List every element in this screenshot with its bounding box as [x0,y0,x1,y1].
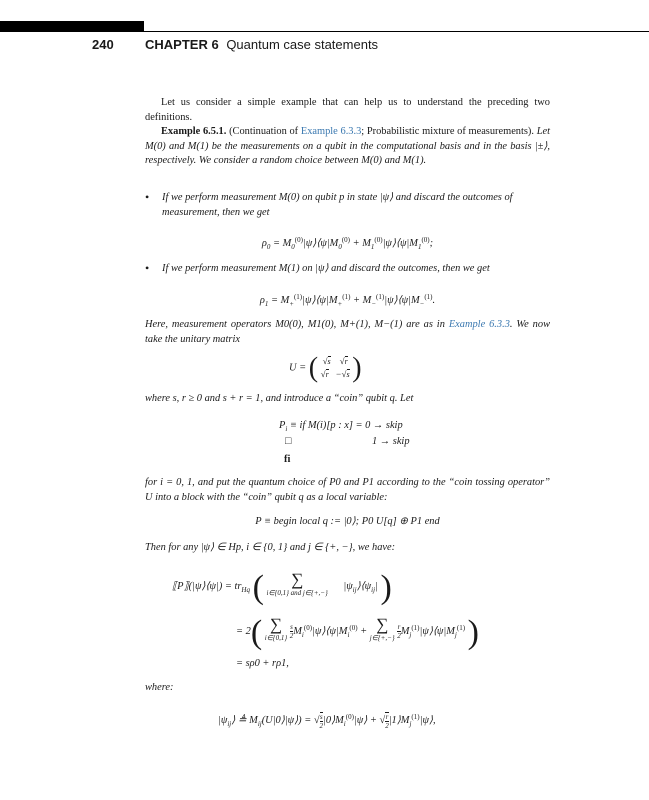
example-paren: (Continuation of [229,126,301,137]
bullet-2-marker: • [145,261,150,275]
program-line-1: ≡ if M(i)[p : x] = 0 → skip [289,420,403,431]
bullet-1-marker: • [145,190,150,204]
example-label: Example 6.5.1. [161,126,227,137]
program-P-i: $P_i$ ≡ if M(i)[p : x] = 0 → skip [279,420,403,433]
semantics-line-2: = 2( ∑ i∈{0,1} $\frac{s}{2}$ $M_i^{(0)}|\psi⟩⟨\psi|M_i^{(0)}$ + ∑ j∈{+,−} $\frac{r}{2}$ $M_j^{(1)}|\psi⟩⟨\psi|M_j^{(1)}$ ) [236,613,479,651]
chapter-title: Quantum case statements [226,37,379,52]
for-paragraph: for i = 0, 1, and put the quantum choice of P0 and P1 according to the “coin tossing operator” U into a block with the “coin” qubit q as a local variable: [145,477,550,503]
sum-index-1: i∈{0,1} and j∈{+,−} [266,589,328,597]
intro-paragraph: Let us consider a simple example that can help us to understand the preceding two definitions. [145,97,550,123]
operators-paragraph [145,318,550,347]
program-line-2: 1 → skip [372,436,410,447]
example-link-1[interactable]: Example 6.3.3 [300,126,362,137]
matrix-body: √s √r √r −√s [320,356,350,379]
example-paren-rest: ; Probabilistic mixture of measurements). [361,126,534,137]
header-rule [144,31,649,32]
example-body: Let M(0) and M(1) be the measurements on a qubit in the computational basis and in the basis |±⟩, respectively. We consider a random choice between M(0) and M(1). [145,126,550,167]
equation-rho1: $\rho_1$ = $M_+^{(1)}|\psi⟩⟨\psi|M_+^{(1)}$ + $M_-^{(1)}|\psi⟩⟨\psi|M_-^{(1)}$. [259,293,436,308]
equation-rho0: $\rho_0$ = $M_0^{(0)}|\psi⟩⟨\psi|M_0^{(0)}$ + $M_1^{(0)}|\psi⟩⟨\psi|M_1^{(0)}$; [261,236,434,251]
semantics-line-3: = sρ0 + rρ1, [236,658,289,669]
page-number: 240 [92,37,114,52]
example-link-2[interactable]: Example 6.3.3 [448,319,510,330]
operators-text-b: . We now take the unitary matrix [145,319,551,345]
psi-ij-definition: $|\psi_{ij}⟩$ ≜ $M_{ij}(U|0⟩|\psi⟩)$ = √ $\frac{s}{2}$ $|0⟩M_i^{(0)}|\psi⟩$ + √ $\frac{r}{2}$ $|1⟩M_j^{(1)}|\psi⟩$, [218,712,436,730]
example-paragraph [145,125,550,169]
program-box: □ [285,436,292,447]
header-bar [0,21,144,32]
running-head [145,37,378,52]
operators-text-a: Here, measurement operators M0(0), M1(0), M+(1), M−(1) are as in [145,319,449,330]
then-paragraph: Then for any |ψ⟩ ∈ Hp, i ∈ {0, 1} and j ∈ {+, −}, we have: [145,542,396,553]
bullet-1-text: If we perform measurement M(0) on qubit p in state |ψ⟩ and discard the outcomes of measurement, then we get [162,192,513,218]
where-2: where: [145,682,174,693]
bullet-2-text: If we perform measurement M(1) on |ψ⟩ and discard the outcomes, then we get [162,263,490,274]
unitary-matrix: U = ( √s √r √r −√s ) [289,352,362,384]
chapter-label: CHAPTER 6 [145,37,219,52]
program-fi: fi [284,454,291,465]
sum-index-3: j∈{+,−} [369,634,395,642]
sum-index-2: i∈{0,1} [264,634,288,642]
where-paragraph: where s, r ≥ 0 and s + r = 1, and introduce a “coin” qubit q. Let [145,393,414,404]
definition-P: P ≡ begin local q := |0⟩; P0 U[q] ⊕ P1 end [255,516,440,527]
semantics-line-1: ⟦P⟧(|ψ⟩⟨ψ|) = $tr_{Hq}$ ( ∑ i∈{0,1} and j∈{+,−} $|\psi_{ij}⟩⟨\psi_{ij}|$ ) [172,568,392,606]
